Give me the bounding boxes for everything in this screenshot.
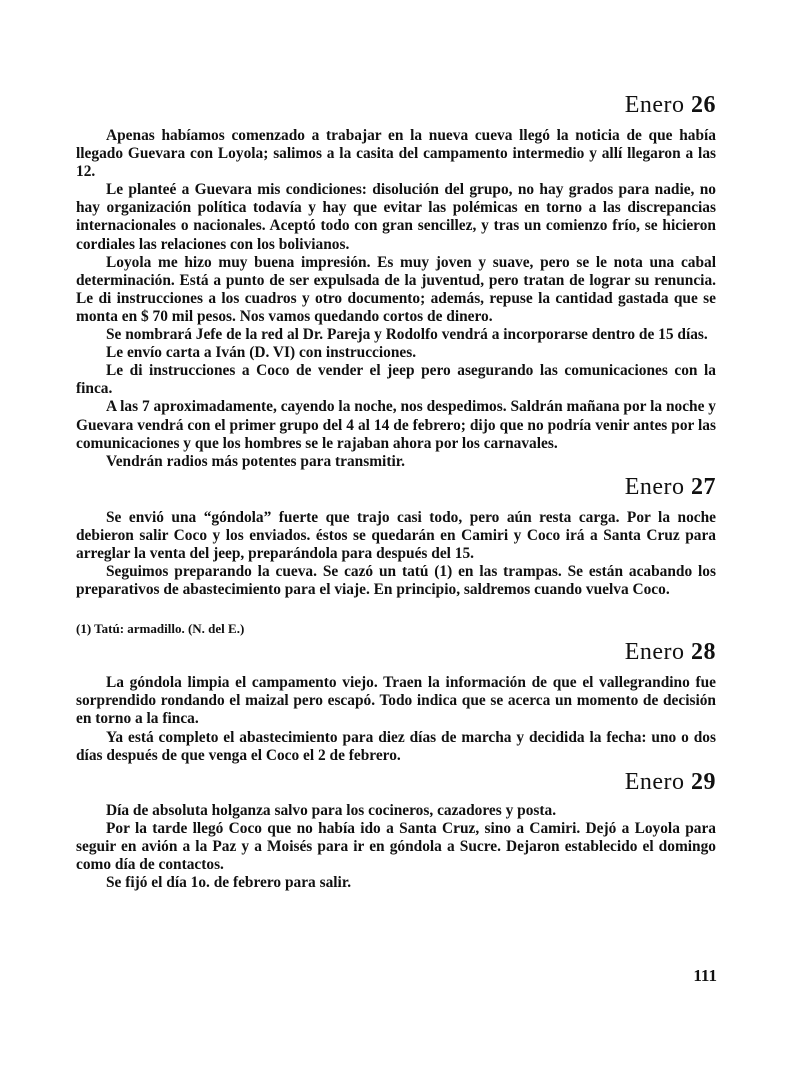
paragraph: Se nombrará Jefe de la red al Dr. Pareja y Rodolfo vendrá a incorporarse dentro de 15 días. [106,326,708,344]
heading-day: 26 [691,92,716,118]
paragraph: Por la tarde llegó Coco que no había ido a Santa Cruz, sino a Camiri. Dejó a Loyola para seguir en avión a la Paz y a Moisés para ir en góndola a Sucre. Dejaron establecido el domingo como día de contactos. [76,819,716,873]
entry-heading-jan-28 [76,639,716,666]
entry-heading-jan-26 [76,92,716,119]
paragraph: Se fijó el día 1o. de febrero para salir. [106,874,352,892]
paragraph: Le di instrucciones a Coco de vender el jeep pero asegurando las comunicaciones con la finca. [76,362,716,398]
heading-day: 29 [691,768,716,795]
entry-heading-jan-27 [76,474,716,501]
heading-month: Enero [624,473,685,500]
paragraph: Se envió una “góndola” fuerte que trajo casi todo, pero aún resta carga. Por la noche debieron salir Coco y los enviados. éstos se quedarán en Camiri y Coco irá a Santa Cruz para arreglar la venta del jeep, preparándola para después del 15. [76,508,716,562]
heading-month: Enero [624,639,685,666]
heading-day: 27 [691,473,716,500]
heading-day: 28 [691,639,716,666]
heading-month: Enero [624,92,685,118]
paragraph: Ya está completo el abastecimiento para diez días de marcha y decidida la fecha: uno o dos días después de que venga el Coco el 2 de febrero. [76,728,716,764]
paragraph: Seguimos preparando la cueva. Se cazó un tatú (1) en las trampas. Se están acabando los preparativos de abastecimiento para el viaje. En principio, saldremos cuando vuelva Coco. [76,563,716,599]
paragraph: La góndola limpia el campamento viejo. Traen la información de que el vallegrandino fue sorprendido rondando el maizal pero escapó. Todo indica que se acerca un momento de decisión en torno a la finca. [76,674,716,728]
page-number: 111 [693,966,717,985]
paragraph: Le envío carta a Iván (D. VI) con instrucciones. [106,344,417,362]
paragraph: Vendrán radios más potentes para transmitir. [106,452,405,470]
paragraph: Día de absoluta holganza salvo para los cocineros, cazadores y posta. [106,801,557,819]
paragraph: Le planteé a Guevara mis condiciones: disolución del grupo, no hay grados para nadie, no hay organización política todavía y hay que evitar las polémicas en torno a las discrepancias internacionales o nacionales. Aceptó todo con gran sencillez, y tras un comienzo frío, se hicieron cordiales las relaciones con los bolivianos. [76,181,716,253]
paragraph: Apenas habíamos comenzado a trabajar en la nueva cueva llegó la noticia de que había llegado Guevara con Loyola; salimos a la casita del campamento intermedio y allí llegaron a las 12. [76,127,716,181]
book-page [76,92,716,892]
footnote: (1) Tatú: armadillo. (N. del E.) [76,621,245,637]
paragraph: Loyola me hizo muy buena impresión. Es muy joven y suave, pero se le nota una cabal determinación. Está a punto de ser expulsada de la juventud, pero tratan de lograr su renuncia. Le di instrucciones a los cuadros y otro documento; además, repuse la cantidad gastada que se monta en $ 70 mil pesos. Nos vamos quedando cortos de dinero. [76,253,716,325]
paragraph: A las 7 aproximadamente, cayendo la noche, nos despedimos. Saldrán mañana por la noche y Guevara vendrá con el primer grupo del 4 al 14 de febrero; dijo que no podría venir antes por las comunicaciones y que los hombres se le rajaban ahora por los carnavales. [76,398,716,452]
heading-month: Enero [624,768,685,795]
entry-heading-jan-29 [76,769,716,796]
